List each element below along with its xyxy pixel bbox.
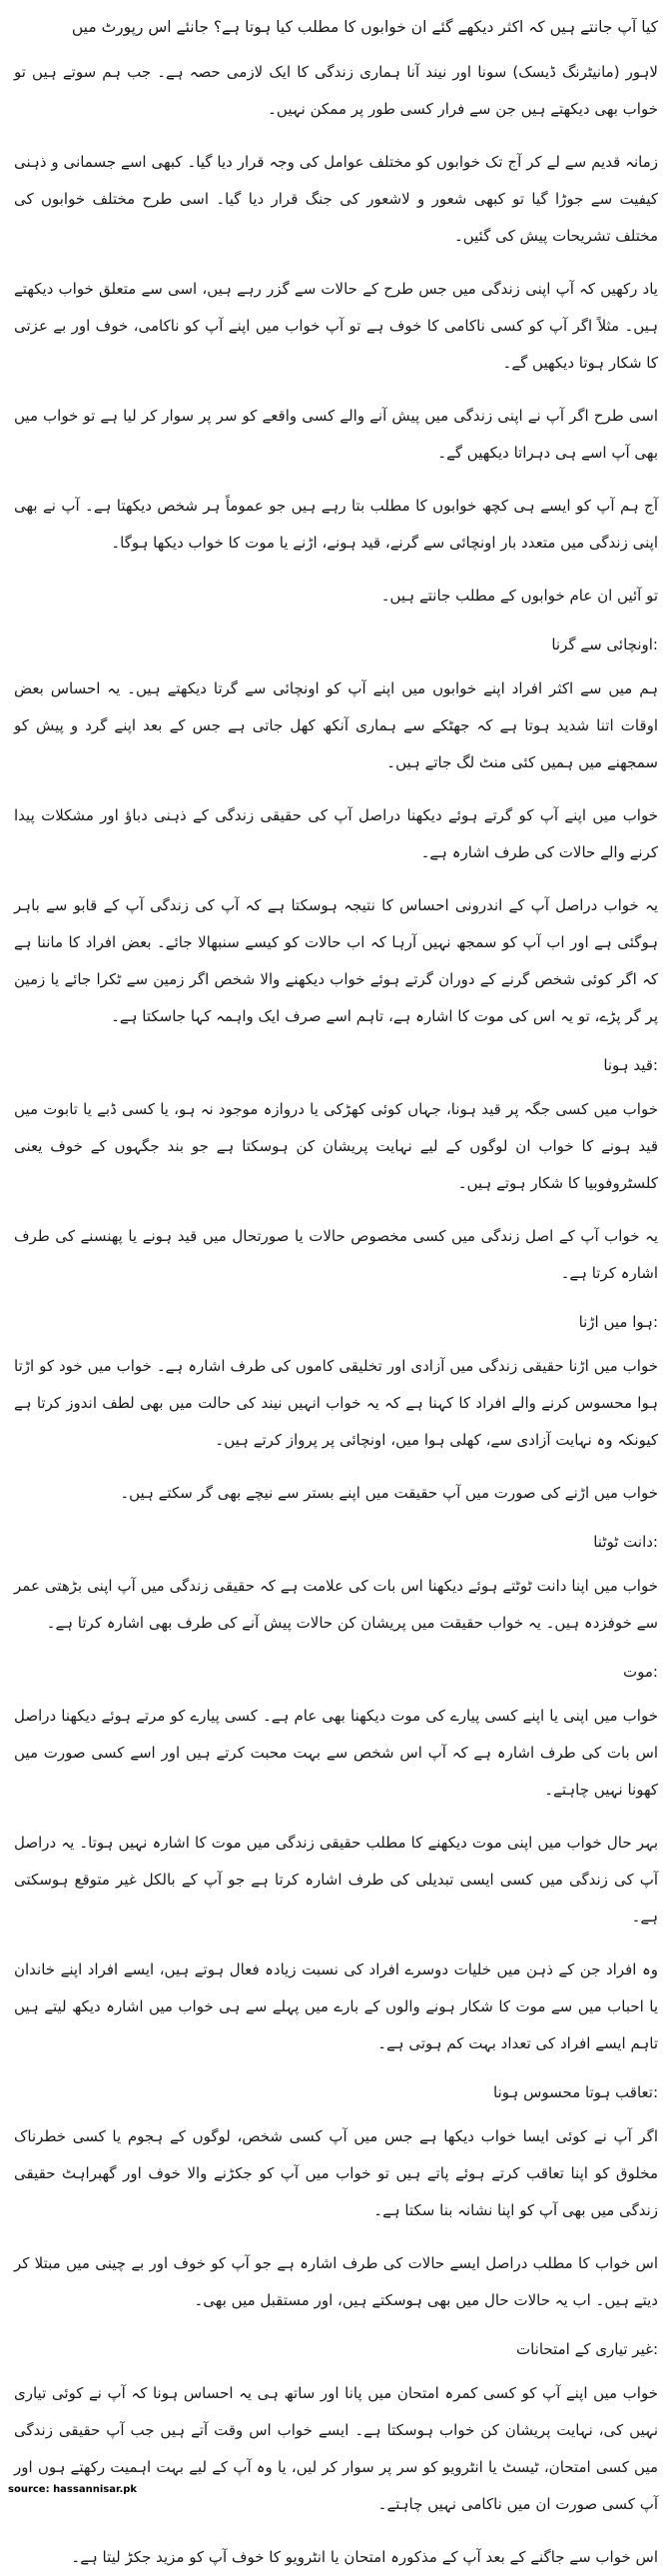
section-flying [14, 1308, 658, 1512]
section-heading: :دانت ٹوٹنا [593, 1533, 658, 1551]
section-paragraph: خواب میں اڑنے کی صورت میں آپ حقیقت میں اپنے بستر سے نیچے بھی گر سکتے ہیں۔ [120, 1484, 658, 1502]
section-heading: :غیر تیاری کے امتحانات [515, 2340, 658, 2358]
section-heading: :قید ہونا [603, 1056, 658, 1074]
article-title: کیا آپ جانتے ہیں کہ اکثر دیکھے گئے ان خوابوں کا مطلب کیا ہوتا ہے؟ جانئے اس رپورٹ میں [71, 18, 658, 36]
intro-paragraph: تو آئیں ان عام خوابوں کے مطلب جانتے ہیں۔ [380, 587, 658, 605]
section-paragraph: خواب میں اڑنا حقیقی زندگی میں آزادی اور تخلیقی کاموں کی طرف اشارہ ہے۔ خواب میں خود کو اڑتا ہوا محسوس کرنے والے افراد کا کہنا ہے کہ یہ خواب انہیں نیند کی حالت میں بھی لطف اندوز کرتا ہے کیونکہ وہ نہایت آزادی سے، کھلی ہوا میں، اونچائی پر پرواز کرتے ہیں۔ [14, 1357, 658, 1449]
section-paragraph: یہ خواب آپ کے اصل زندگی میں کسی مخصوص حالات یا صورتحال میں قید ہونے یا پھنسنے کی طرف اشارہ کرتا ہے۔ [14, 1227, 658, 1282]
intro-paragraph: زمانہ قدیم سے لے کر آج تک خوابوں کو مختلف عوامل کی وجہ قرار دیا گیا۔ کبھی اسے جسمانی و ذہنی کیفیت سے جوڑا گیا تو کبھی شعور و لاشعور کی جنگ قرار دیا گیا۔ اسی طرح مختلف خوابوں کی مختلف تشریحات پیش کی گئیں۔ [14, 153, 658, 245]
section-heading: :تعاقب ہوتا محسوس ہونا [493, 2083, 658, 2101]
intro [14, 54, 658, 615]
section-falling [14, 631, 658, 1035]
section-heading: :اونچائی سے گرنا [551, 636, 658, 653]
source-credit: source: hassannisar.pk [8, 2484, 138, 2495]
section-paragraph: خواب میں کسی جگہ پر قید ہونا، جہاں کوئی کھڑکی یا دروازہ موجود نہ ہو، یا کسی ڈبے یا تابوت میں قید ہونے کا خواب ان لوگوں کے لیے نہایت پریشان کن ہوسکتا ہے جو بند جگہوں کے خوف یعنی کلسٹروفوبیا کا شکار ہوتے ہیں۔ [14, 1100, 658, 1192]
section-chased [14, 2078, 658, 2319]
intro-paragraph: لاہور (مانیٹرنگ ڈیسک) سونا اور نیند آنا ہماری زندگی کا ایک لازمی حصہ ہے۔ جب ہم سوتے ہیں تو خواب بھی دیکھتے ہیں جن سے فرار کسی طور پر ممکن نہیں۔ [14, 63, 658, 118]
intro-paragraph: یاد رکھیں کہ آپ اپنی زندگی میں جس طرح کے حالات سے گزر رہے ہیں، اسی سے متعلق خواب دیکھتے ہیں۔ مثلاً اگر آپ کو کسی ناکامی کا خوف ہے تو آپ خواب میں اپنے آپ کو ناکامی، خوف اور بے عزتی کا شکار ہوتا دیکھیں گے۔ [14, 280, 658, 372]
section-paragraph: خواب میں اپنے آپ کو کسی کمرہ امتحان میں پانا اور ساتھ ہی یہ احساس ہونا کہ آپ نے کوئی تیاری نہیں کی، نہایت پریشان کن خواب ہوسکتا ہے۔ ایسے خواب اس وقت آتے ہیں جب آپ حقیقی زندگی میں کسی امتحان، ٹیسٹ یا انٹرویو کو سر پر سوار کر لیں، یا وہ آپ کے لیے بہت اہمیت رکھتے ہوں اور آپ کسی صورت ان میں ناکامی نہیں چاہتے۔ [14, 2384, 658, 2513]
section-imprisoned [14, 1051, 658, 1292]
section-paragraph: وہ افراد جن کے ذہن میں خلیات دوسرے افراد کی نسبت زیادہ فعال ہوتے ہیں، ایسے افراد اپنے خاندان یا احباب میں سے موت کا شکار ہونے والوں کے بارے میں پہلے سے ہی خواب میں اشارہ دیکھ لیتے ہیں تاہم ایسے افراد کی تعداد بہت کم ہوتی ہے۔ [14, 1960, 658, 2052]
section-death [14, 1658, 658, 2062]
section-heading: :ہوا میں اڑنا [578, 1313, 658, 1331]
intro-paragraph: اسی طرح اگر آپ نے اپنی زندگی میں پیش آنے والے کسی واقعے کو سر پر سوار کر لیا ہے تو خواب میں بھی آپ اسے ہی دہراتا دیکھیں گے۔ [14, 407, 658, 462]
section-paragraph: ہم میں سے اکثر افراد اپنے خوابوں میں اپنے آپ کو اونچائی سے گرتا دیکھتے ہیں۔ یہ احساس بعض اوقات اتنا شدید ہوتا ہے کہ جھٹکے سے ہماری آنکھ کھل جاتی ہے جس کے بعد اپنے گرد و پیش کو سمجھنے میں ہمیں کئی منٹ لگ جاتے ہیں۔ [14, 679, 658, 771]
section-paragraph: بہر حال خواب میں اپنی موت دیکھنے کا مطلب حقیقی زندگی میں موت کا اشارہ نہیں ہوتا۔ یہ دراصل آپ کی زندگی میں کسی ایسی تبدیلی کی طرف اشارہ کرتا ہے جو آپ کے بالکل غیر متوقع ہوسکتی ہے۔ [14, 1834, 658, 1926]
intro-paragraph: آج ہم آپ کو ایسے ہی کچھ خوابوں کا مطلب بتا رہے ہیں جو عموماً ہر شخص دیکھتا ہے۔ آپ نے بھی اپنی زندگی میں متعدد بار اونچائی سے گرنے، قید ہونے، اڑنے یا موت کا خواب دیکھا ہوگا۔ [14, 497, 658, 552]
section-exams [14, 2335, 658, 2576]
section-paragraph: خواب میں اپنے آپ کو گرتے ہوئے دیکھنا دراصل آپ کی حقیقی زندگی کے ذہنی دباؤ اور مشکلات پیدا کرنے والے حالات کی طرف اشارہ ہے۔ [14, 806, 658, 861]
section-paragraph: خواب میں اپنی یا اپنے کسی پیارے کی موت دیکھنا بھی عام ہے۔ کسی پیارے کو مرتے ہوئے دیکھنا دراصل اس بات کی طرف اشارہ ہے کہ آپ اس شخص سے بہت محبت کرتے ہیں اور اسے کسی صورت میں کھونا نہیں چاہتے۔ [14, 1707, 658, 1799]
section-paragraph: اس خواب سے جاگنے کے بعد آپ کے مذکورہ امتحان یا انٹرویو کا خوف آپ کو مزید جکڑ لیتا ہے۔ [71, 2548, 658, 2566]
section-heading: :موت [623, 1663, 658, 1681]
section-paragraph: اس خواب کا مطلب دراصل ایسے حالات کی طرف اشارہ ہے جو آپ کو خوف اور بے چینی میں مبتلا کر دیتے ہیں۔ اب یہ حالات حال میں بھی ہوسکتے ہیں، اور مستقبل میں بھی۔ [14, 2254, 658, 2309]
section-paragraph: یہ خواب دراصل آپ کے اندرونی احساس کا نتیجہ ہوسکتا ہے کہ آپ کی زندگی آپ کے قابو سے باہر ہوگئی ہے اور اب آپ کو سمجھ نہیں آرہا کہ اب حالات کو کیسے سنبھالا جائے۔ بعض افراد کا ماننا ہے کہ اگر کوئی شخص گرنے کے دوران گرتے ہوئے خواب دیکھنے والا شخص اگر زمین سے ٹکرا جائے یا زمین پر گر پڑے، تو یہ اس کی موت کا اشارہ ہے، تاہم اسے صرف ایک واہمہ کہا جاسکتا ہے۔ [14, 896, 658, 1025]
section-paragraph: خواب میں اپنا دانت ٹوٹتے ہوئے دیکھنا اس بات کی علامت ہے کہ حقیقی زندگی میں آپ اپنی بڑھتی عمر سے خوفزدہ ہیں۔ یہ خواب حقیقت میں پریشان کن حالات پیش آنے کی طرف بھی اشارہ کرتا ہے۔ [14, 1577, 658, 1632]
section-teeth [14, 1528, 658, 1642]
section-paragraph: اگر آپ نے کوئی ایسا خواب دیکھا ہے جس میں آپ کسی شخص، لوگوں کے ہجوم یا کسی خطرناک مخلوق کو اپنا تعاقب کرتے ہوئے پاتے ہیں تو خواب میں آپ کو جکڑنے والا خوف اور گھبراہٹ حقیقی زندگی میں بھی آپ کو اپنا نشانہ بنا سکتا ہے۔ [14, 2127, 658, 2219]
